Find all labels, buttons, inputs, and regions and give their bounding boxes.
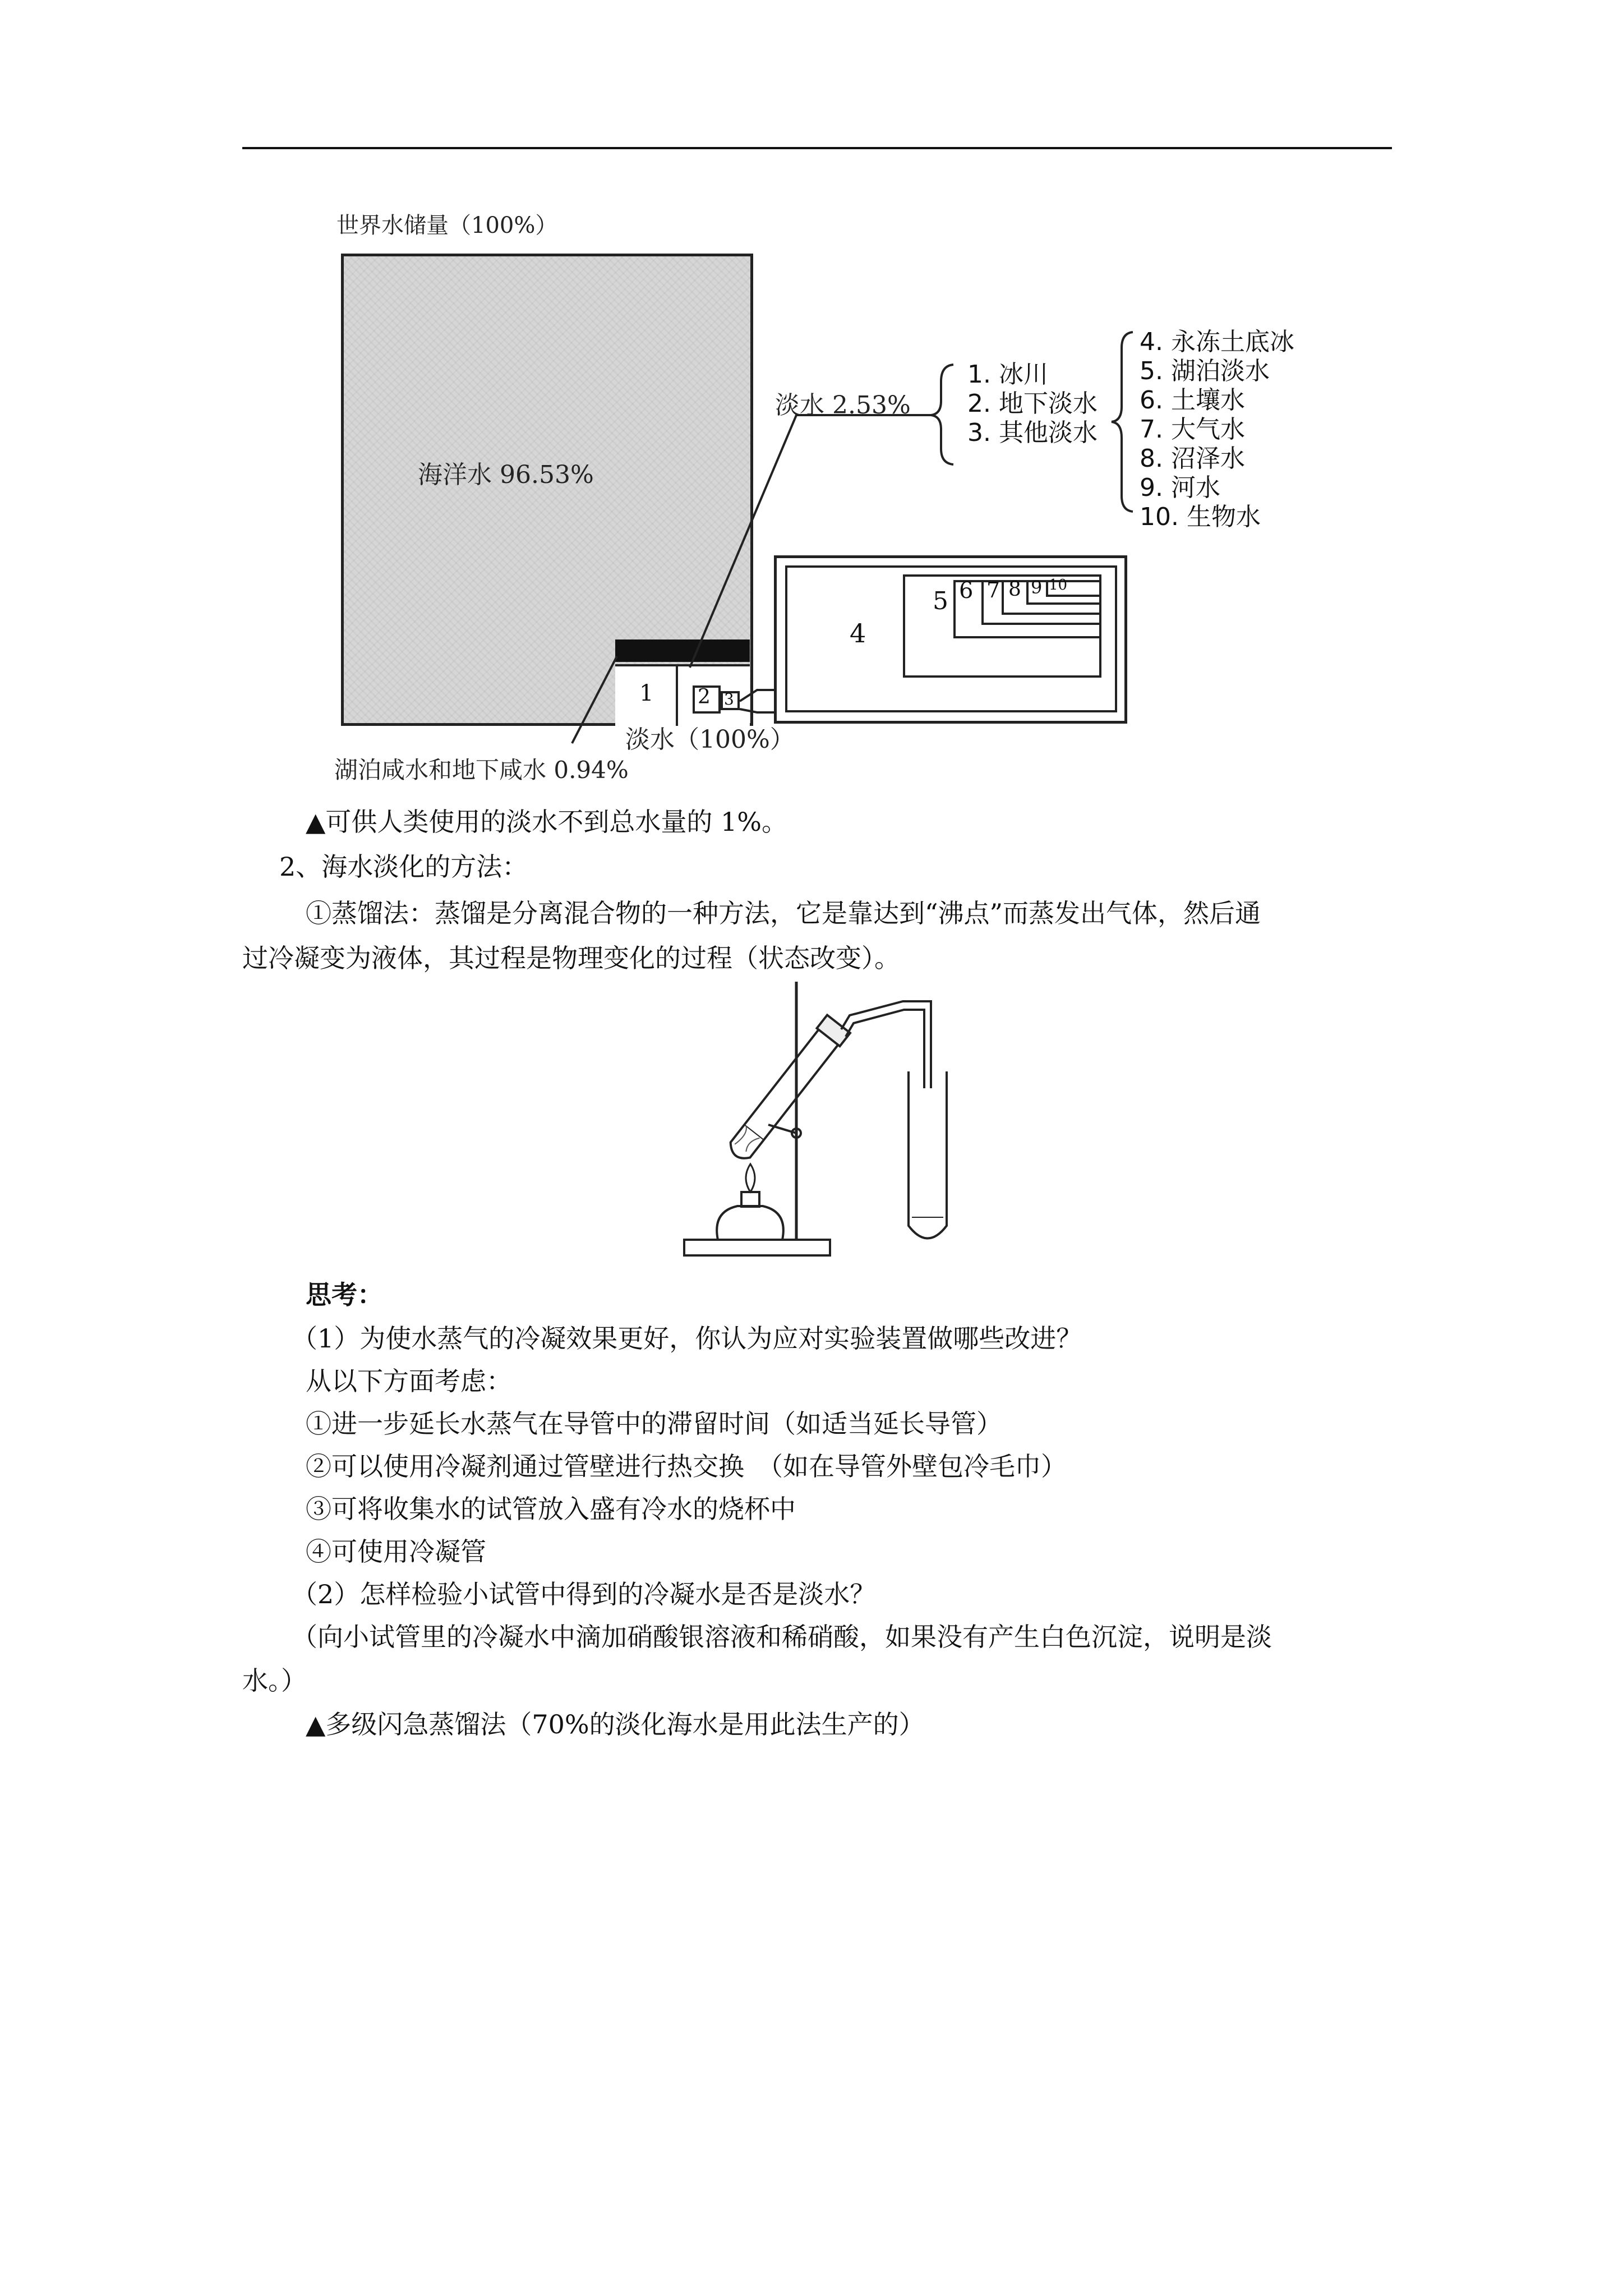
consider-intro: 从以下方面考虑： bbox=[306, 1366, 512, 1396]
answer-1: ①进一步延长水蒸气在导管中的滞留时间（如适当延长导管） bbox=[306, 1409, 1002, 1439]
distillation-text-line2: 过冷凝变为液体，其过程是物理变化的过程（状态改变）。 bbox=[242, 943, 900, 973]
other-categories-list bbox=[1140, 328, 1294, 532]
distillation-text-line1: ①蒸馏法：蒸馏是分离混合物的一种方法，它是靠达到“沸点”而蒸发出气体，然后通 bbox=[306, 898, 1261, 928]
other-category-10: 10. 生物水 bbox=[1140, 503, 1261, 531]
cell-10-number: 10 bbox=[1049, 577, 1068, 593]
cell-7-number: 7 bbox=[986, 578, 1000, 602]
ocean-label: 海洋水 96.53% bbox=[418, 461, 594, 489]
fresh-categories-list bbox=[967, 360, 1098, 448]
other-category-8: 8. 沼泽水 bbox=[1140, 444, 1245, 473]
cell-8-number: 8 bbox=[1008, 578, 1021, 601]
question-2: （2）怎样检验小试管中得到的冷凝水是否是淡水？ bbox=[292, 1579, 876, 1609]
cell-3-number: 3 bbox=[724, 690, 734, 708]
other-category-4: 4. 永冻土底冰 bbox=[1140, 328, 1294, 356]
fresh-category-2: 2. 地下淡水 bbox=[967, 389, 1098, 418]
cell-6-number: 6 bbox=[959, 578, 974, 604]
answer-3: ③可将收集水的试管放入盛有冷水的烧杯中 bbox=[306, 1494, 796, 1524]
fresh-category-3: 3. 其他淡水 bbox=[967, 418, 1098, 447]
distillation-apparatus-illustration bbox=[679, 970, 1004, 1268]
fresh-water-label: 淡水 2.53% bbox=[775, 391, 911, 420]
diagram-title: 世界水储量（100%） bbox=[336, 213, 558, 238]
other-category-5: 5. 湖泊淡水 bbox=[1140, 357, 1270, 385]
cell-2-number: 2 bbox=[698, 685, 711, 708]
answer-4: ④可使用冷凝管 bbox=[306, 1536, 486, 1567]
saline-water-label: 湖泊咸水和地下咸水 0.94% bbox=[334, 756, 629, 784]
other-category-9: 9. 河水 bbox=[1140, 473, 1220, 502]
section-heading-desalination: 2、海水淡化的方法： bbox=[279, 852, 528, 882]
answer-2: ②可以使用冷凝剂通过管壁进行热交换 （如在导管外壁包冷毛巾） bbox=[306, 1451, 1067, 1481]
cell-5-number: 5 bbox=[933, 587, 948, 615]
water-distribution-diagram bbox=[314, 208, 1335, 797]
note-multistage-flash: ▲多级闪急蒸馏法（70%的淡化海水是用此法生产的） bbox=[306, 1709, 925, 1740]
answer-q2-line1: （向小试管里的冷凝水中滴加硝酸银溶液和稀硝酸，如果没有产生白色沉淀，说明是淡 bbox=[292, 1622, 1272, 1652]
fresh-total-label: 淡水（100%） bbox=[625, 725, 795, 754]
header-rule bbox=[242, 147, 1392, 149]
cell-1-number: 1 bbox=[639, 680, 654, 706]
question-1: （1）为使水蒸气的冷凝效果更好，你认为应对实验装置做哪些改进？ bbox=[292, 1323, 1082, 1354]
note-freshwater-usable: ▲可供人类使用的淡水不到总水量的 1%。 bbox=[306, 807, 787, 837]
other-category-7: 7. 大气水 bbox=[1140, 415, 1245, 444]
cell-9-number: 9 bbox=[1031, 577, 1043, 598]
other-category-6: 6. 土壤水 bbox=[1140, 386, 1245, 415]
fresh-category-1: 1. 冰川 bbox=[967, 360, 1048, 389]
cell-4-number: 4 bbox=[850, 618, 866, 648]
think-heading: 思考： bbox=[306, 1280, 383, 1310]
answer-q2-line2: 水。） bbox=[242, 1665, 307, 1696]
